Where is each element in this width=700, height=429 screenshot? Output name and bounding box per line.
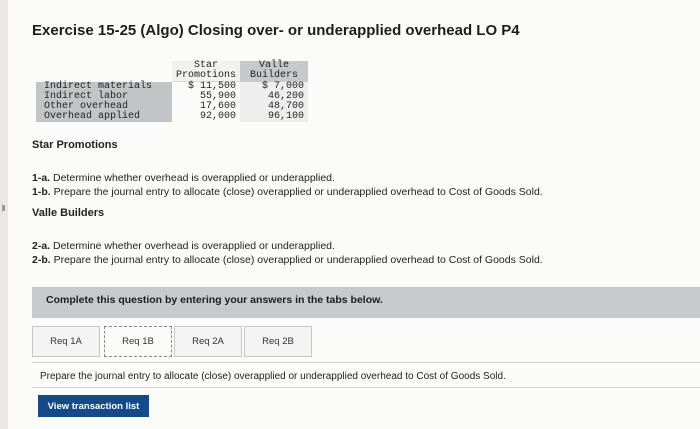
tab-req-2b[interactable]: Req 2B [244,326,312,357]
question-1b: 1-b. Prepare the journal entry to allocate (close) overapplied or underapplied overhead to Cost of Goods Sold. [32,186,543,198]
star-promotions-heading: Star Promotions [32,139,118,151]
overhead-table [36,61,308,122]
tab-req-1a[interactable]: Req 1A [32,326,100,357]
row-label: Other overhead [36,102,172,112]
valle-builders-heading: Valle Builders [32,207,105,219]
row-label: Overhead applied [36,112,172,122]
tab-instruction: Prepare the journal entry to allocate (close) overapplied or underapplied overhead to Cost of Goods Sold. [32,362,700,388]
view-transaction-list-button[interactable]: View transaction list [38,395,149,417]
table-row [36,112,308,122]
valle-value: 48,700 [240,102,308,112]
answer-panel [32,318,700,429]
banner-text: Complete this question by entering your answers in the tabs below. [46,294,383,306]
tab-req-1b[interactable]: Req 1B [104,326,172,357]
question-2a: 2-a. Determine whether overhead is overapplied or underapplied. [32,240,335,252]
header-valle-builders: Valle Builders [240,61,308,82]
valle-value: 46,200 [240,92,308,102]
star-value: 17,600 [172,102,240,112]
edge-mark [2,205,5,211]
exercise-title: Exercise 15-25 (Algo) Closing over- or underapplied overhead LO P4 [32,22,520,39]
star-value: 92,000 [172,112,240,122]
row-label: Indirect materials [36,82,172,93]
question-2b: 2-b. Prepare the journal entry to allocate (close) overapplied or underapplied overhead to Cost of Goods Sold. [32,254,543,266]
tab-req-2a[interactable]: Req 2A [174,326,242,357]
header-star-promotions: Star Promotions [172,61,240,82]
row-label: Indirect labor [36,92,172,102]
table-corner [36,61,172,82]
valle-value: $ 7,000 [240,82,308,93]
left-edge [0,0,8,429]
valle-value: 96,100 [240,112,308,122]
star-value: $ 11,500 [172,82,240,93]
star-value: 55,900 [172,92,240,102]
question-1a: 1-a. Determine whether overhead is overapplied or underapplied. [32,172,335,184]
